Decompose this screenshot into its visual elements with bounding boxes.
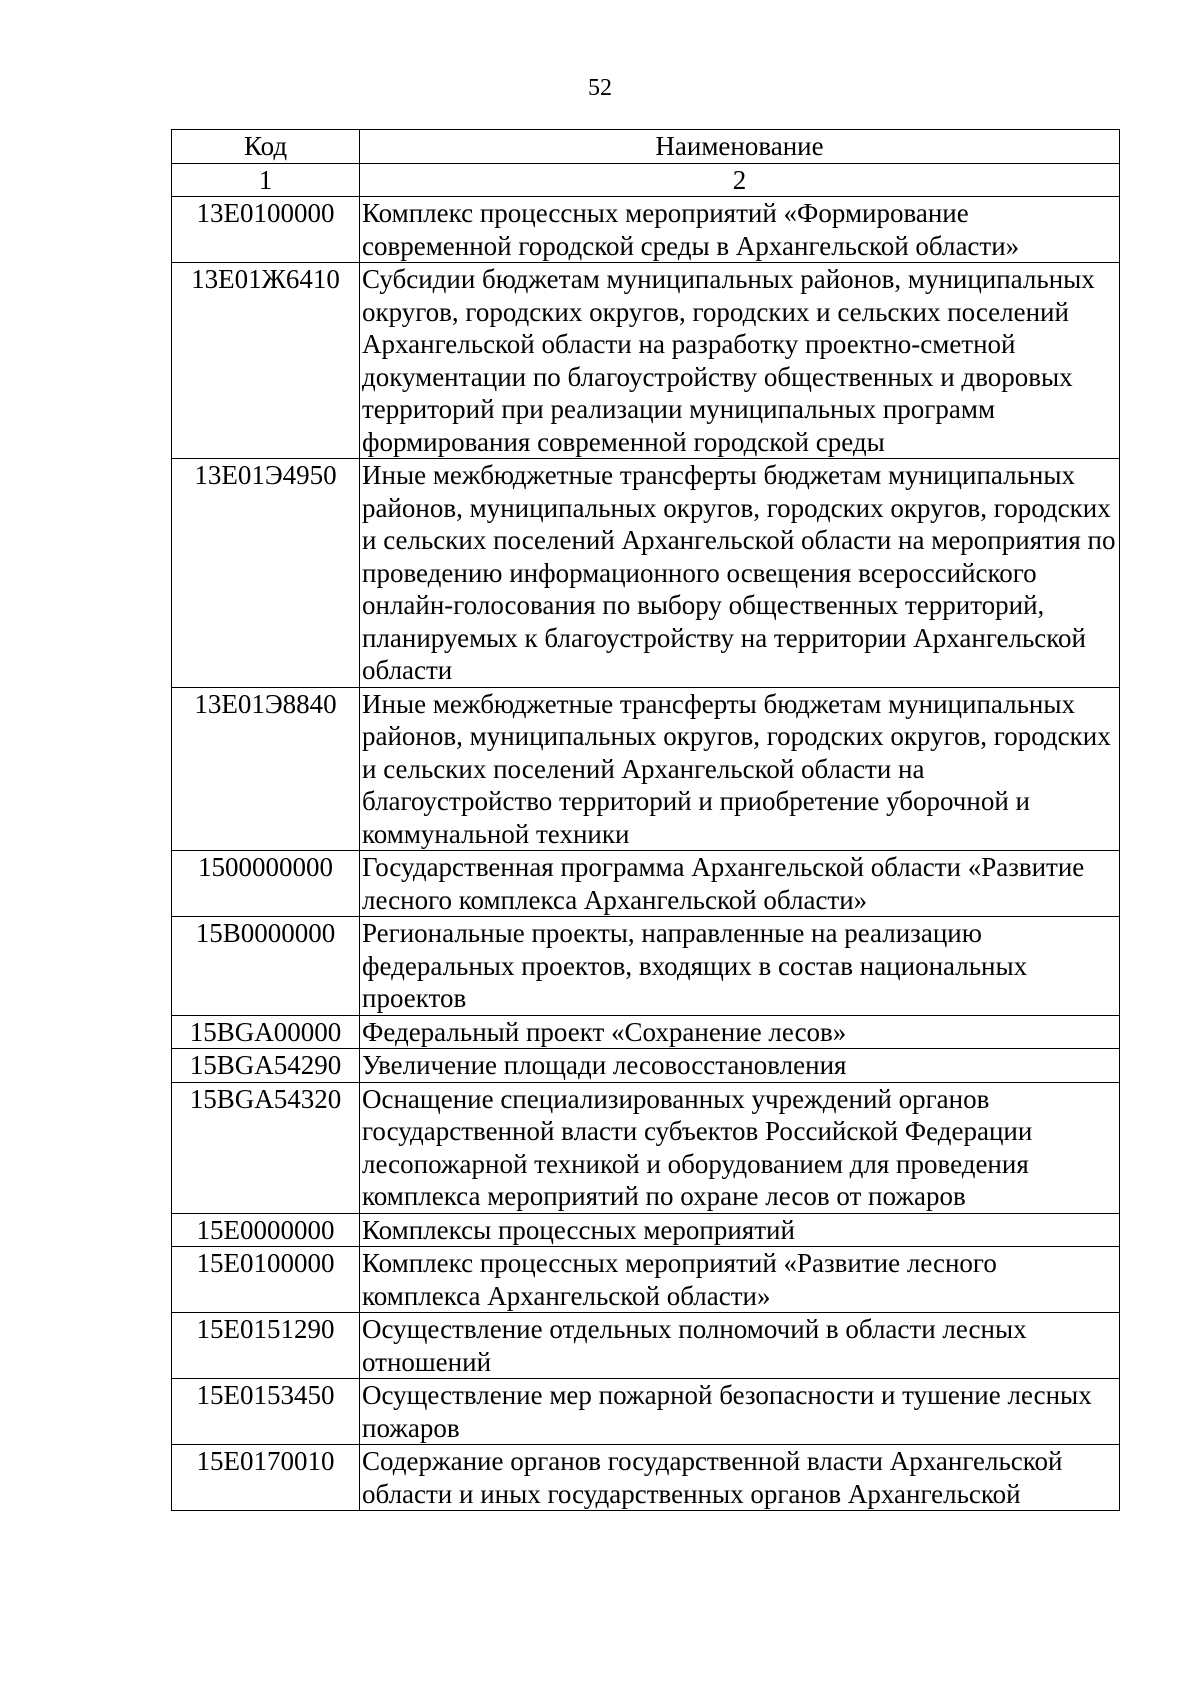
row-name: Осуществление мер пожарной безопасности и тушение лесных пожаров (360, 1379, 1120, 1445)
row-name: Региональные проекты, направленные на реализацию федеральных проектов, входящих в состав национальных проектов (360, 917, 1120, 1016)
row-code: 15BGA54320 (172, 1082, 360, 1213)
row-code: 1500000000 (172, 851, 360, 917)
row-code: 15E0100000 (172, 1247, 360, 1313)
row-name: Увеличение площади лесовосстановления (360, 1049, 1120, 1083)
row-code: 15BGA54290 (172, 1049, 360, 1083)
row-name: Субсидии бюджетам муниципальных районов, муниципальных округов, городских округов, городских и сельских поселений Архангельской области на разработку проектно-сметной документации по благоустройству общественных и дворовых территорий при реализации муниципальных программ формирования современной городской среды (360, 263, 1120, 459)
table-header-row (172, 130, 1120, 164)
row-name: Комплекс процессных мероприятий «Формирование современной городской среды в Архангельской области» (360, 197, 1120, 263)
index-name: 2 (360, 163, 1120, 197)
row-code: 13E0100000 (172, 197, 360, 263)
row-name: Государственная программа Архангельской области «Развитие лесного комплекса Архангельской области» (360, 851, 1120, 917)
page-number: 52 (588, 75, 612, 101)
table-row (172, 687, 1120, 851)
row-name: Оснащение специализированных учреждений органов государственной власти субъектов Российской Федерации лесопожарной техникой и оборудованием для проведения комплекса мероприятий по охране лесов от пожаров (360, 1082, 1120, 1213)
table-row (172, 1213, 1120, 1247)
table-row (172, 1082, 1120, 1213)
header-code: Код (172, 130, 360, 164)
table-row (172, 917, 1120, 1016)
table-row (172, 1313, 1120, 1379)
row-code: 15E0151290 (172, 1313, 360, 1379)
row-code: 15E0170010 (172, 1445, 360, 1511)
budget-code-table (171, 129, 1120, 1511)
table-row (172, 1015, 1120, 1049)
row-name: Содержание органов государственной власти Архангельской области и иных государственных органов Архангельской (360, 1445, 1120, 1511)
index-code: 1 (172, 163, 360, 197)
row-name: Федеральный проект «Сохранение лесов» (360, 1015, 1120, 1049)
table-row (172, 1247, 1120, 1313)
row-name: Комплекс процессных мероприятий «Развитие лесного комплекса Архангельской области» (360, 1247, 1120, 1313)
row-code: 15BGA00000 (172, 1015, 360, 1049)
row-name: Иные межбюджетные трансферты бюджетам муниципальных районов, муниципальных округов, городских округов, городских и сельских поселений Архангельской области на благоустройство территорий и приобретение уборочной и коммунальной техники (360, 687, 1120, 851)
row-name: Осуществление отдельных полномочий в области лесных отношений (360, 1313, 1120, 1379)
table-index-row (172, 163, 1120, 197)
row-code: 13E01Э8840 (172, 687, 360, 851)
row-code: 15B0000000 (172, 917, 360, 1016)
row-name: Иные межбюджетные трансферты бюджетам муниципальных районов, муниципальных округов, городских округов, городских и сельских поселений Архангельской области на мероприятия по проведению информационного освещения всероссийского онлайн-голосования по выбору общественных территорий, планируемых к благоустройству на территории Архангельской области (360, 459, 1120, 688)
table-row (172, 1049, 1120, 1083)
table-row (172, 851, 1120, 917)
row-code: 13E01Э4950 (172, 459, 360, 688)
table-row (172, 1445, 1120, 1511)
table-row (172, 1379, 1120, 1445)
row-code: 15E0000000 (172, 1213, 360, 1247)
header-name: Наименование (360, 130, 1120, 164)
table-row (172, 197, 1120, 263)
table-row (172, 263, 1120, 459)
row-name: Комплексы процессных мероприятий (360, 1213, 1120, 1247)
table-row (172, 459, 1120, 688)
row-code: 15E0153450 (172, 1379, 360, 1445)
row-code: 13E01Ж6410 (172, 263, 360, 459)
